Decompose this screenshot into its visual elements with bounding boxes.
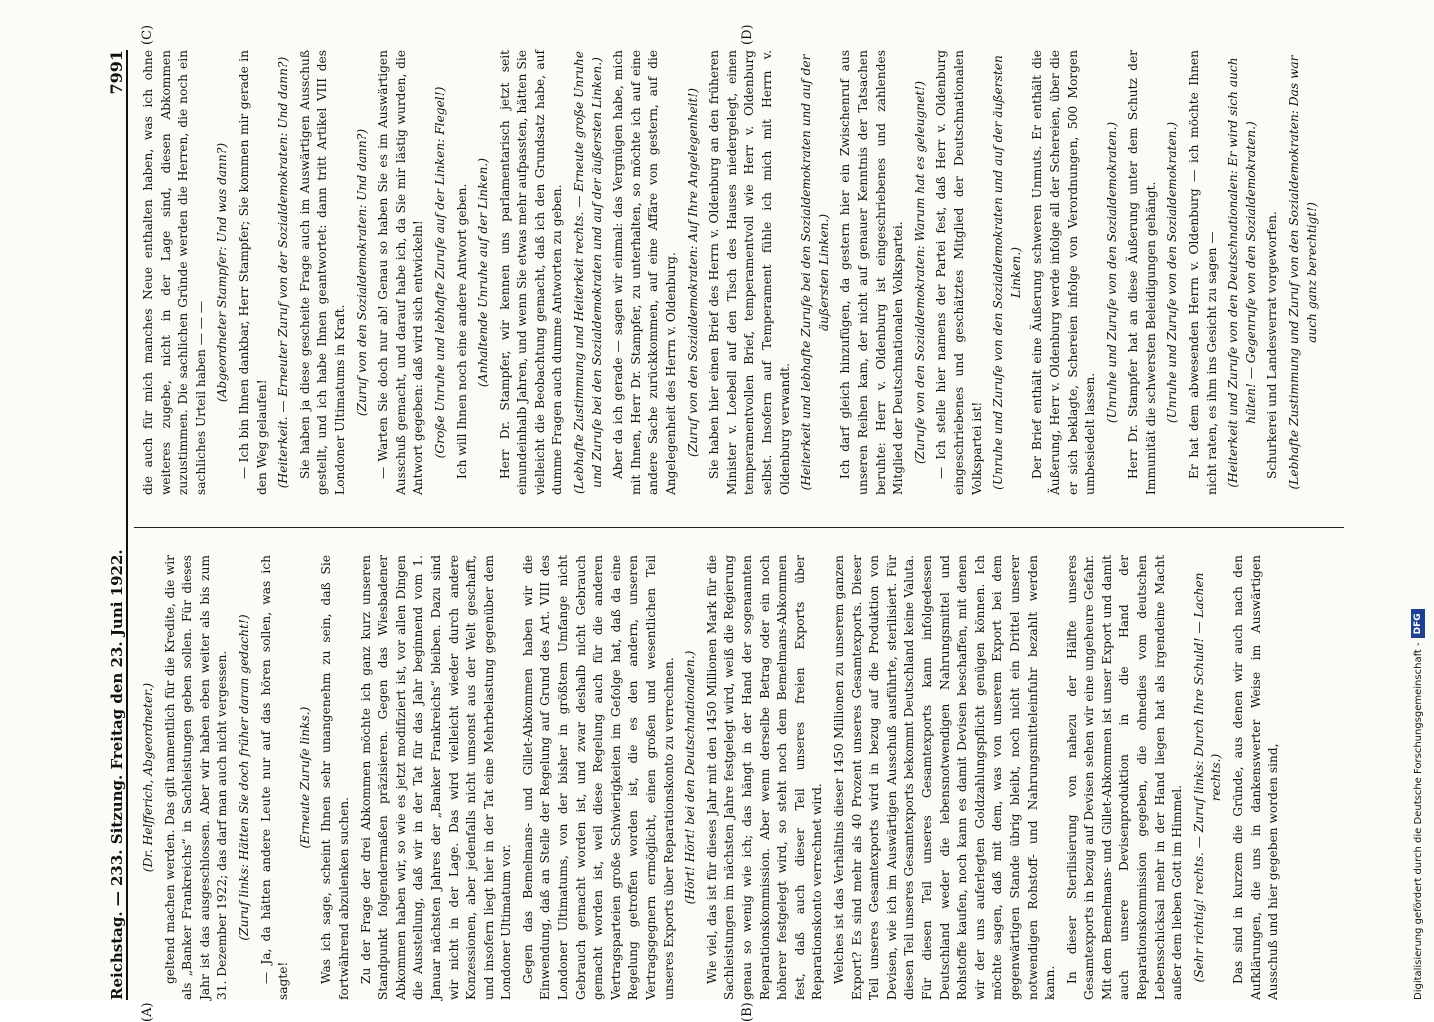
margin-marker-a: (A) <box>140 1002 155 1022</box>
interjection: (Unruhe und Zurufe von den Sozialdemokraten.) <box>1165 121 1180 424</box>
dfg-logo: DFG <box>1411 609 1425 638</box>
interjection: (Unruhe und Zurufe von den Sozialdemokraten.) <box>1104 121 1119 424</box>
paragraph: Er hat dem abwesenden Herrn v. Oldenburg — ich möchte Ihnen nicht raten, es ihm ins Gesicht zu sagen — <box>1187 50 1219 495</box>
rotated-page-content <box>100 24 1390 1022</box>
interjection: (Unruhe und Zurufe von den Sozialdemokraten und auf der äußersten Linken.) <box>991 55 1023 490</box>
paragraph: Aber da ich gerade — sagen wir einmal: das Vergnügen habe, mich mit Ihnen, Herr Dr. Stampfer, zu unterhalten, so möchte ich auf eine andere Sache zurückkommen, auf eine Affäre von gestern, auf die Angelegenheit des Herrn v. Oldenburg. <box>611 50 679 495</box>
interjection: (Sehr richtig! rechts. — Zuruf links: Durch Ihre Schuld! — Lachen rechts.) <box>1191 572 1224 983</box>
paragraph: Der Brief enthält eine Äußerung schweren Unmuts. Er enthält die Äußerung, Herr v. Oldenburg werde infolge all der Schereien, über die er sich beklagte, Schereien infolge von Verordnungen, 500 Morgen umbesiedelt lassen. <box>1030 50 1098 495</box>
interjection: (Zurufe von den Sozialdemokraten: Warum hat es geleugnet!) <box>912 81 927 464</box>
interjection: (Zuruf von den Sozialdemokraten: Auf Ihre Angelegenheit!) <box>685 87 700 458</box>
paragraph: Sie haben ja diese gescheite Frage auch im Auswärtigen Ausschuß gestellt, und ich habe Ihnen geantwortet: dann tritt Artikel VIII des Londoner Ultimatums in Kraft. <box>297 50 347 495</box>
margin-marker-d: (D) <box>740 24 755 45</box>
interjection: (Abgeordneter Stampfer: Und was dann?) <box>215 142 230 403</box>
paragraph: Herr Dr. Stampfer, wir kennen uns parlamentarisch jetzt seit einundeinhalb Jahren, und wenn Sie etwas mehr aufpassten, hätten Sie vielleicht die Beobachtung gemacht, daß ich den Grundsatz habe, auf dumme Fragen auch dumme Antworten zu geben. <box>497 50 565 495</box>
paragraph: — Ich bin Ihnen dankbar, Herr Stampfer; Sie kommen mir gerade in den Weg gelaufen! <box>236 50 269 495</box>
paragraph: Wie viel, das ist für dieses Jahr mit den 1450 Millionen Mark für die Sachleistungen im nächsten Jahre festgelegt wird, weiß die Regierung genau so wenig wie ich; das hängt in der Hand der sogenannten Reparationskommission. Aber wenn derselbe Betrag oder ein noch höherer festgelegt wird, so steht noch dem Bemelmans-Abkommen fest, daß auch dieser Teil unseres freien Exports über Reparationskonto verrechnet wird. <box>704 555 825 1000</box>
paragraph: Zu der Frage der drei Abkommen möchte ich ganz kurz unseren Standpunkt folgendermaßen präzisieren. Gegen das Wiesbadener Abkommen haben wir, so wie es jetzt modifiziert ist, vor allen Dingen die Ausstellung, daß wir in der Tat für das Jahr beginnend vom 1. Januar nächsten Jahres der „Banker Frankreichs“ bleiben. Dazu sind wir nicht in der Lage. Das wird vielleicht wieder durch andere Konzessionen, aber jedenfalls nicht umsonst aus der Welt geschafft, und insofern liegt hier in der Tat eine Mehrbelastung gegenüber dem Londoner Ultimatum vor. <box>358 555 514 1000</box>
paragraph: — Warten Sie doch nur ab! Genau so haben Sie es im Auswärtigen Ausschuß gemacht, und darauf habe ich, da Sie mir lästig wurden, die Antwort gegeben: daß wird sich entwickeln! <box>376 50 426 495</box>
interjection: (Heiterkeit. — Erneuter Zuruf von der Sozialdemokraten: Und dann?) <box>276 56 291 489</box>
paragraph: Sie haben hier einen Brief des Herrn v. Oldenburg an den früheren Minister v. Loebell auf den Tisch des Hauses niedergelegt, einen temperamentvollen Brief, temperamentvoll wie Herr v. Oldenburg selbst. Insofern auf Temperament fühle ich mich mit Herrn v. Oldenburg verwandt. <box>707 50 792 495</box>
margin-marker-c: (C) <box>140 24 155 45</box>
paragraph: Gegen das Bemelmans- und Gillet-Abkommen haben wir die Einwendung, daß an Stelle der Regelung auf Grund des Art. VIII des Londoner Ultimatums, von der bisher in größtem Umfange nicht Gebrauch gemacht worden ist, und zwar deshalb nicht Gebrauch gemacht worden ist, weil diese Regelung auch für die anderen Vertragsparteien große Schwierigkeiten im Gefolge hat, daß da eine Regelung getroffen worden ist, die es den andern, unseren Vertragsgegnern ermöglicht, einen großen und wesentlichen Teil unseres Exports über Reparationskonto zu verrechnen. <box>520 555 676 1000</box>
column-divider <box>134 527 1344 528</box>
interjection: (Lebhafte Zustimmung und Zuruf von den Sozialdemokraten: Das war auch ganz berechtigt!) <box>1287 55 1319 490</box>
interjection: (Erneute Zurufe links.) <box>297 706 312 849</box>
paragraph: Herr Dr. Stampfer hat an diese Äußerung unter dem Schutz der Immunität die schwersten Beleidigungen gehängt. <box>1126 50 1158 495</box>
paragraph: — Ja, da hätten andere Leute nur auf das hören sollen, was ich sagte! <box>258 555 291 1000</box>
paragraph: Ich darf gleich hinzufügen, da gestern hier ein Zwischenruf aus unseren Reihen kam, der nicht auf genauer Kenntnis der Tatsachen beruhte: Herr v. Oldenburg ist eingeschriebenes und zahlendes Mitglied der Deutschnationalen Volkspartei. <box>838 50 906 495</box>
speaker-label: (Dr. Helfferich, Abgeordneter.) <box>141 682 155 873</box>
paragraph: Welches ist das Verhältnis dieser 1450 Millionen zu unserem ganzen Export? Es sind mehr als 40 Prozent unseres Gesamtexports. Dieser Teil unseres Gesamtexports wird in bezug auf die Produktion von Devisen, wie ich im Auswärtigen Ausschuß ausführte, sterilisiert. Für diesen Teil unseres Gesamtexports bekommt Deutschland keine Valuta. Für diesen Teil unseres Gesamtexports kann infolgedessen Deutschland weder die lebensnotwendigen Nahrungsmittel und Rohstoffe kaufen, noch kann es damit Devisen beschaffen, mit denen wir der uns auferlegten Goldzahlungspflicht genügen können. Ich möchte sagen, daß mit dem, was von unserem Export bei dem gegenwärtigen Stande übrig bleibt, noch nicht ein Drittel unserer notwendigen Rohstoff- und Nahrungsmitteleinfuhr bezahlt werden kann. <box>831 555 1058 1000</box>
interjection: (Heiterkeit und Zurufe von den Deutschnationalen: Er wird sich auch hüten! — Gegenrufe von den Sozialdemokraten.) <box>1226 57 1258 488</box>
header-title: Reichstag. — 233. Sitzung. Freitag den 23. Juni 1922. <box>108 549 126 1000</box>
footer-text: Digitalisierung gefördert durch die Deutsche Forschungsgemeinschaft - <box>1412 642 1424 1000</box>
digitization-footer <box>1408 580 1428 1000</box>
margin-marker-b: (B) <box>740 1002 755 1022</box>
paragraph: — Ich stelle hier namens der Partei fest, daß Herr v. Oldenburg eingeschriebenes und geschätztes Mitglied der Deutschnationalen Volkspartei ist! <box>934 50 984 495</box>
interjection: (Anhaltende Unruhe auf der Linken.) <box>476 157 491 388</box>
paragraph: Was ich sage, scheint Ihnen sehr unangenehm zu sein, daß Sie fortwährend abzulenken suchen. <box>319 555 351 1000</box>
paragraph: Das sind in kurzem die Gründe, aus denen wir auch nach den Aufklärungen, die uns in dankenswerter Weise im Auswärtigen Ausschuß und hier gegeben worden sind, <box>1231 555 1281 1000</box>
interjection: (Heiterkeit und lebhafte Zurufe bei den Sozialdemokraten und auf der äußersten Linken.) <box>799 54 831 491</box>
interjection: (Zuruf links: Hätten Sie doch früher daran gedacht!) <box>236 614 251 941</box>
paragraph: die auch für mich manches Neue enthalten haben, was ich ohne weiteres zugebe, nicht in der Lage sind, diesen Abkommen zuzustimmen. Die sachlichen Gründe werden die Herren, die noch ein sachliches Urteil haben — — — <box>141 50 208 495</box>
right-text-column <box>140 50 1340 495</box>
interjection: (Zuruf von den Sozialdemokraten: Und dann?) <box>354 128 369 417</box>
paragraph: Schurkerei und Landesverrat vorgeworfen. <box>1265 211 1280 479</box>
paragraph: In dieser Sterilisierung von nahezu der Hälfte unseres Gesamtexports in bezug auf Devisen sehen wir eine ungeheure Gefahr. Mit dem Bemelmans- und Gillet-Abkommen ist unser Export und damit auch unsere Devisenproduktion in die Hand der Reparationskommission gegeben, die ohnedies vom deutschen Lebensschicksal mehr in der Hand liegen hat als irgendeine Macht außer dem lieben Gott im Himmel. <box>1064 555 1185 1000</box>
paragraph: geltend machen werden. Das gilt namentlich für die Kredite, die wir als „Banker Frankreichs“ in Sachleistungen geben sollen. Für dieses Jahr ist das ausgeschlossen. Aber wir haben eben weiter als bis zum 31. Dezember 1922; das darf man auch nicht vergessen. <box>162 555 230 1000</box>
page-number: 7991 <box>107 50 126 95</box>
interjection: (Lebhafte Zustimmung und Heiterkeit rechts. — Erneute große Unruhe und Zurufe bei den Sozialdemokraten und auf der äußersten Linken.) <box>572 51 604 494</box>
interjection: (Hört! Hört! bei den Deutschnationalen.) <box>683 650 698 905</box>
interjection: (Große Unruhe und lebhafte Zurufe auf der Linken: Flegel!) <box>432 86 447 459</box>
left-text-column <box>140 555 1340 1000</box>
page-header <box>100 50 128 1000</box>
paragraph: Ich will Ihnen noch eine andere Antwort geben. <box>454 183 469 479</box>
